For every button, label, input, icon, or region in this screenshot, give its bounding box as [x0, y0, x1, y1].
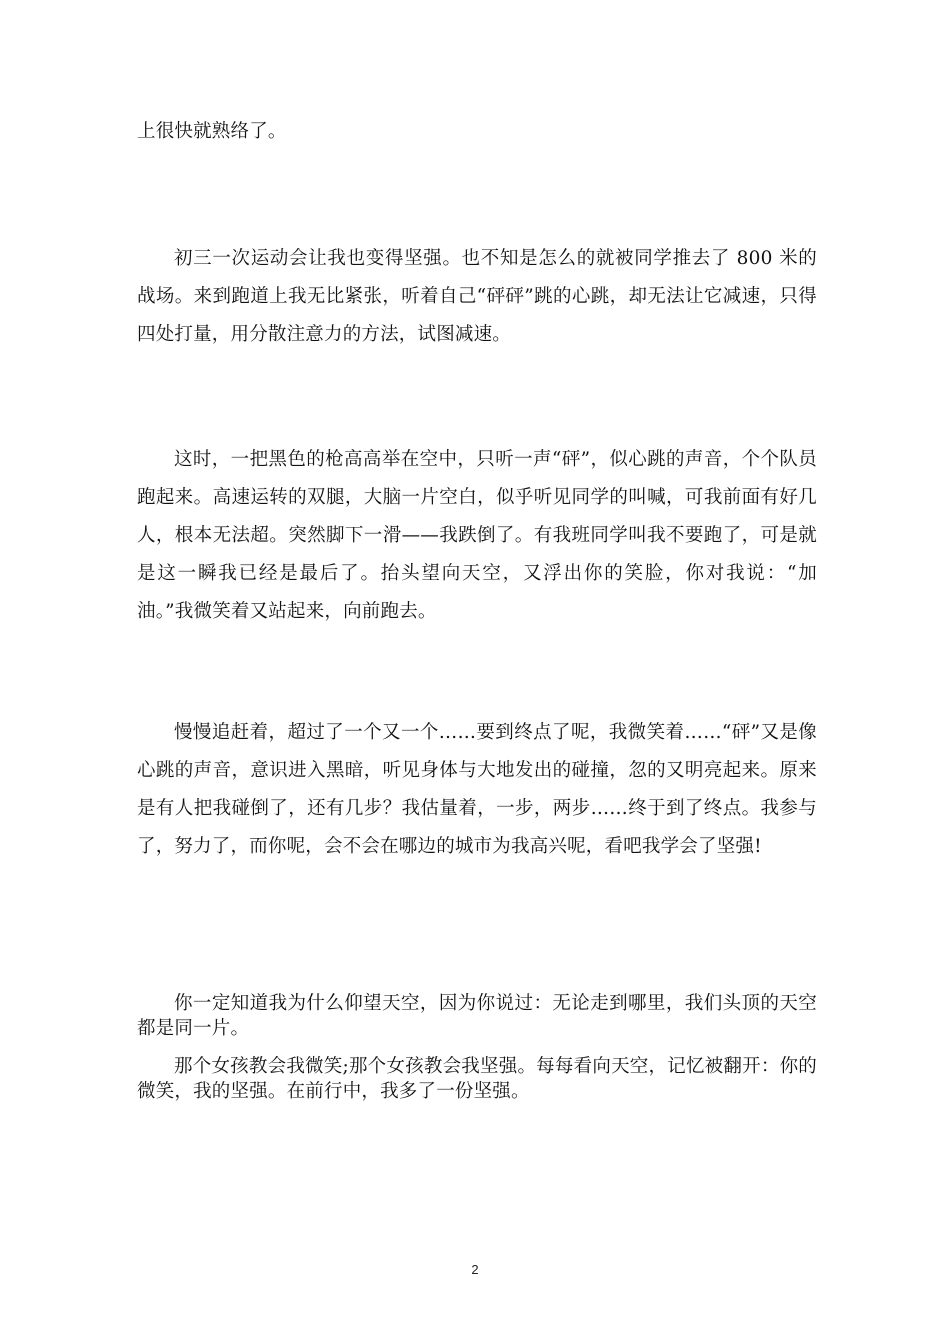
paragraph-race-start: 这时，一把黑色的枪高高举在空中，只听一声“砰”，似心跳的声音，个个队员跑起来。高速运转的双腿，大脑一片空白，似乎听见同学的叫喊，可我前面有好几人，根本无法超。突然脚下一滑——我跌倒了。有我班同学叫我不要跑了，可是就是这一瞬我已经是最后了。抬头望向天空，又浮出你的笑脸，你对我说：“加油。”我微笑着又站起来，向前跑去。: [137, 449, 817, 622]
paragraph-finish-line: 慢慢追赶着，超过了一个又一个……要到终点了呢，我微笑着……“砰”又是像心跳的声音，意识进入黑暗，听见身体与大地发出的碰撞，忽的又明亮起来。原来是有人把我碰倒了，还有几步？我估量着，一步，两步……终于到了终点。我参与了，努力了，而你呢，会不会在哪边的城市为我高兴呢，看吧我学会了坚强!: [137, 722, 817, 857]
paragraph-continuation: 上很快就熟络了。: [137, 121, 287, 142]
page-number: 2: [471, 1262, 479, 1277]
paragraph-sports-meet: 初三一次运动会让我也变得坚强。也不知是怎么的就被同学推去了 800 米的战场。来到跑道上我无比紧张，听着自己“砰砰”跳的心跳，却无法让它减速，只得四处打量，用分散注意力的方法，试图减速。: [137, 248, 817, 345]
paragraph-sky: 你一定知道我为什么仰望天空，因为你说过：无论走到哪里，我们头顶的天空都是同一片。: [137, 993, 817, 1039]
paragraph-conclusion: 那个女孩教会我微笑;那个女孩教会我坚强。每每看向天空，记忆被翻开：你的微笑，我的坚强。在前行中，我多了一份坚强。: [137, 1056, 817, 1102]
